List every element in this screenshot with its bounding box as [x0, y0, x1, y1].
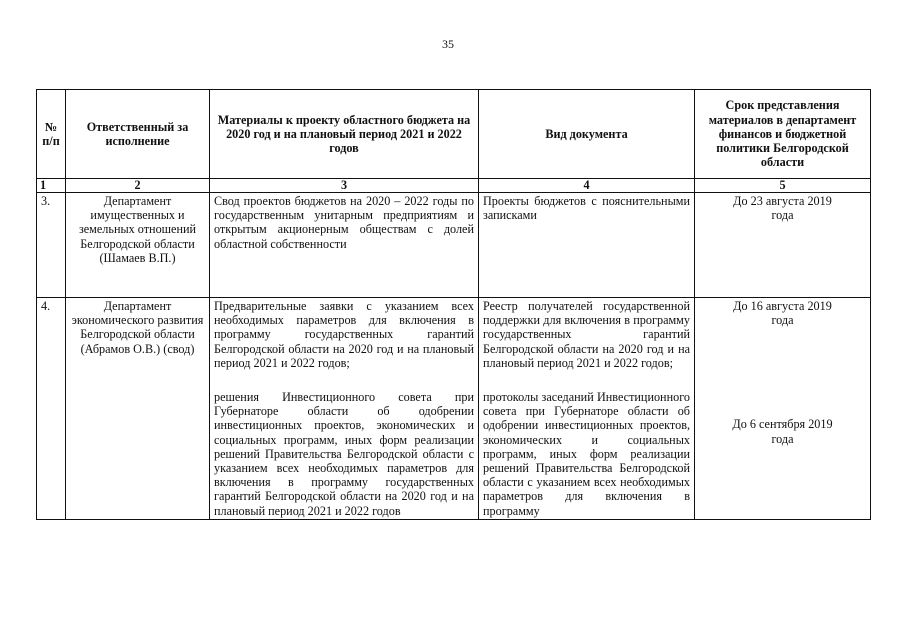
- column-numbers-row: [37, 179, 871, 193]
- column-number: 3: [210, 179, 479, 193]
- deadline-item: До 6 сентября 2019 года: [732, 417, 833, 446]
- header-doc-type: Вид документа: [479, 90, 695, 179]
- deadline-item: До 16 августа 2019 года: [733, 299, 832, 328]
- row-materials: [210, 298, 479, 520]
- table-header-row: [37, 90, 871, 179]
- column-number: 2: [66, 179, 210, 193]
- row-responsible: Департамент имущественных и земельных отношений Белгородской области (Шамаев В.П.): [66, 193, 210, 298]
- table-row: [37, 298, 871, 520]
- row-deadline: [695, 298, 871, 520]
- column-number: 4: [479, 179, 695, 193]
- table-row: [37, 193, 871, 298]
- header-deadline: Срок представления материалов в департамент финансов и бюджетной политики Белгородской области: [695, 90, 871, 179]
- row-doc-type: Проекты бюджетов с пояснительными записками: [479, 193, 695, 298]
- row-deadline: До 23 августа 2019 года: [695, 193, 871, 298]
- header-materials: Материалы к проекту областного бюджета на 2020 год и на плановый период 2021 и 2022 годов: [210, 90, 479, 179]
- doc-type-item: протоколы заседаний Инвестиционного совета при Губернаторе области об одобрении инвестиционных проектов, экономических и социальных программ, иных форм реализации решений Правительства Белгородской области с указанием всех необходимых параметров для включения в программу: [483, 390, 690, 518]
- materials-item: Предварительные заявки с указанием всех необходимых параметров для включения в программу государственных гарантий Белгородской области на 2020 год и на плановый период 2021 и 2022 годов;: [214, 299, 474, 370]
- column-number: 1: [37, 179, 66, 193]
- page-number: 35: [442, 37, 454, 51]
- row-number: 3.: [37, 193, 66, 298]
- materials-item: решения Инвестиционного совета при Губернаторе области об одобрении инвестиционных проектов, экономических и социальных программ, иных форм реализации решений Правительства Белгородской области с указанием всех необходимых параметров для включения в программу государственных гарантий Белгородской области на 2020 год и на плановый период 2021 и 2022 годов: [214, 390, 474, 518]
- row-responsible: Департамент экономического развития Белгородской области (Абрамов О.В.) (свод): [66, 298, 210, 520]
- budget-materials-table: [36, 89, 871, 520]
- row-doc-type: [479, 298, 695, 520]
- header-number: № п/п: [37, 90, 66, 179]
- doc-type-item: Реестр получателей государственной поддержки для включения в программу государственных гарантий Белгородской области на 2020 год и на плановый период 2021 и 2022 годов;: [483, 299, 690, 370]
- row-number: 4.: [37, 298, 66, 520]
- header-responsible: Ответственный за исполнение: [66, 90, 210, 179]
- row-materials: Свод проектов бюджетов на 2020 – 2022 годы по государственным унитарным предприятиям и открытым акционерным обществам с долей областной собственности: [210, 193, 479, 298]
- column-number: 5: [695, 179, 871, 193]
